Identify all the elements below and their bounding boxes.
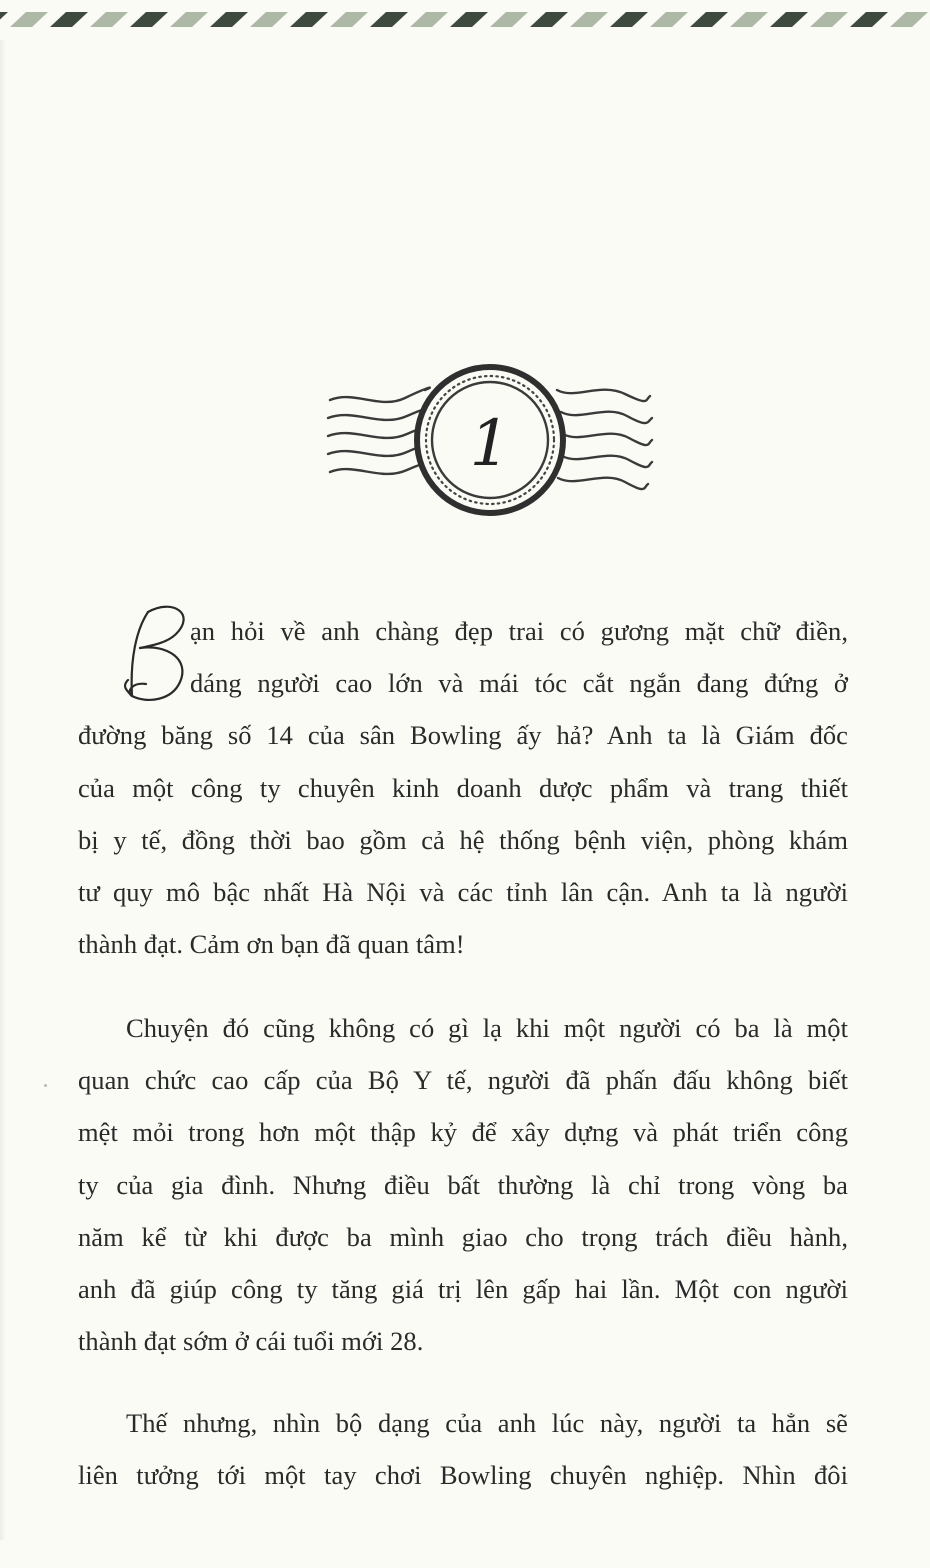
paragraph-1: [78, 605, 848, 970]
text-line: quan chức cao cấp của Bộ Y tế, người đã phấn đấu không biết: [78, 1065, 848, 1096]
border-stripe: [490, 12, 528, 27]
text-line: năm kể từ khi được ba mình giao cho trọng trách điều hành,: [78, 1221, 848, 1252]
border-stripe: [890, 12, 928, 27]
border-stripe: [530, 12, 568, 27]
border-stripe: [130, 12, 168, 27]
border-stripe: [810, 12, 848, 27]
border-stripe: [570, 12, 608, 27]
text-line: mệt mỏi trong hơn một thập kỷ để xây dựng và phát triển công: [78, 1117, 848, 1148]
airmail-border: [0, 0, 930, 32]
print-speck: [44, 1084, 47, 1087]
border-stripe: [290, 12, 328, 27]
border-stripe: [730, 12, 768, 27]
chapter-postmark: [325, 360, 655, 520]
paragraph-2: [78, 1002, 848, 1367]
text-line: liên tưởng tới một tay chơi Bowling chuyên nghiệp. Nhìn đôi: [78, 1460, 848, 1491]
chapter-number: 1: [469, 407, 511, 481]
text-line: ạn hỏi về anh chàng đẹp trai có gương mặt chữ điền,: [190, 616, 848, 646]
text-line: tư quy mô bậc nhất Hà Nội và các tỉnh lân cận. Anh ta là người: [78, 876, 848, 907]
border-stripe: [610, 12, 648, 27]
text-line: ty của gia đình. Nhưng điều bất thường là chỉ trong vòng ba: [78, 1169, 848, 1200]
border-stripe: [10, 12, 48, 27]
border-stripe: [410, 12, 448, 27]
border-stripe: [330, 12, 368, 27]
border-stripe: [50, 12, 88, 27]
text-line: của một công ty chuyên kinh doanh dược phẩm và trang thiết: [78, 772, 848, 803]
border-stripe: [770, 12, 808, 27]
text-line: bị y tế, đồng thời bao gồm cả hệ thống bệnh viện, phòng khám: [78, 824, 848, 855]
border-stripe: [250, 12, 288, 27]
text-line: đường băng số 14 của sân Bowling ấy hả? Anh ta là Giám đốc: [78, 720, 848, 751]
border-stripe: [850, 12, 888, 27]
border-stripe: [210, 12, 248, 27]
border-stripe: [90, 12, 128, 27]
paragraph-3: [78, 1397, 848, 1501]
border-stripe: [370, 12, 408, 27]
text-line: thành đạt. Cảm ơn bạn đã quan tâm!: [78, 929, 465, 960]
border-stripe: [0, 12, 8, 27]
text-line: thành đạt sớm ở cái tuổi mới 28.: [78, 1326, 424, 1357]
border-stripe: [690, 12, 728, 27]
border-stripe: [650, 12, 688, 27]
border-stripe: [450, 12, 488, 27]
text-line: Thế nhưng, nhìn bộ dạng của anh lúc này, người ta hẳn sẽ: [126, 1408, 848, 1438]
text-line: Chuyện đó cũng không có gì lạ khi một người có ba là một: [126, 1013, 848, 1043]
page-edge-shadow: [0, 40, 6, 1540]
text-line: dáng người cao lớn và mái tóc cắt ngắn đang đứng ở: [190, 668, 848, 699]
text-line: anh đã giúp công ty tăng giá trị lên gấp hai lần. Một con người: [78, 1273, 848, 1304]
border-stripe: [170, 12, 208, 27]
